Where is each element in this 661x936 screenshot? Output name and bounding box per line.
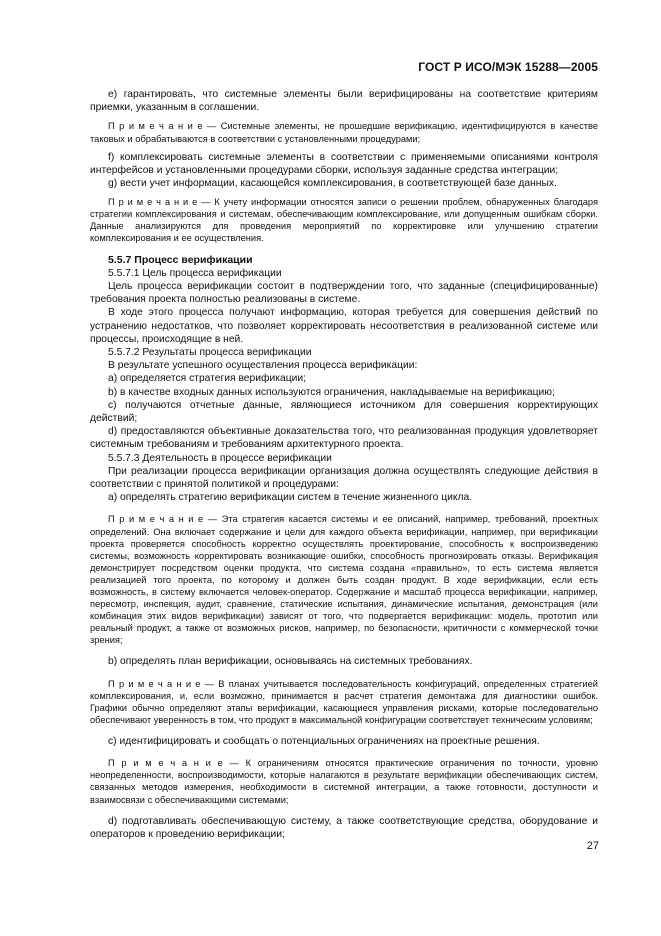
note-5: П р и м е ч а н и е — К ограничениям относятся практические ограничения по точности, уровню неопределенности, воспроизводимости, которые налагаются в результате верификации обеспечивающих систем, связанных методов измерения, необходимости в системной интеграции, а также готовности, доступности и взаимосвязи с обеспечивающими системами;: [90, 758, 598, 805]
paragraph-f: f) комплексировать системные элементы в соответствии с применяемыми описаниями контроля интерфейсов и установленными процедурами сборки, используя заданные средства интеграции;: [90, 151, 598, 176]
activity-d: d) подготавливать обеспечивающую систему, а также соответствующие средства, оборудование и операторов к проведению верификации;: [90, 815, 598, 840]
subsection-title-purpose: 5.5.7.1 Цель процесса верификации: [108, 267, 282, 279]
note-1: П р и м е ч а н и е — Системные элементы, не прошедшие верификацию, идентифицируются в качестве таковых и обрабатываются в соответствии с установленными процедурами;: [90, 121, 598, 144]
activity-b: b) определять план верификации, основываясь на системных требованиях.: [108, 656, 473, 668]
subsection-title-activities: 5.5.7.3 Деятельность в процессе верификации: [108, 452, 332, 464]
page-number: 27: [586, 840, 599, 852]
section-heading: 5.5.7 Процесс верификации: [108, 253, 253, 266]
paragraph-g: g) вести учет информации, касающейся комплексирования, в соответствующей базе данных.: [108, 178, 557, 189]
paragraph-results-intro: В результате успешного осуществления процесса верификации:: [108, 360, 418, 372]
page-content: [90, 88, 598, 841]
list-item-b: b) в качестве входных данных используются ограничения, накладываемые на верификацию;: [108, 386, 555, 398]
document-header: ГОСТ Р ИСО/МЭК 15288—2005: [418, 60, 598, 74]
note-3: П р и м е ч а н и е — Эта стратегия касается системы и ее описаний, например, требований, проектных определений. Она включает содержание и цели для каждого объекта верификации, например, при верификации проекта проверяется способность корректно осуществлять проектирование, способность к воспроизведению системы, возможность корректировать возникающие ошибки, способность прогнозировать отказы. Верификация демонстрирует посредством оценки продукта, что система создана «правильно», то есть система является реализацией того проекта, по которому и должен быть создан продукт. В ходе верификации, если есть возможность, в систему включается человек-оператор. Содержание и масштаб процесса верификации, например, пересмотр, инспекция, аудит, сравнение, статические испытания, динамические испытания, демонстрация (или комбинация этих видов верификации) зависят от того, что подвергается верификации: модель, прототип или реальный продукт, а также от возможных рисков, например, по безопасности, критичности с коммерческой точки зрения;: [90, 514, 598, 646]
activity-c: с) идентифицировать и сообщать о потенциальных ограничениях на проектные решения.: [108, 736, 540, 748]
note-2: П р и м е ч а н и е — К учету информации относятся записи о решении проблем, обнаруженных благодаря стратегии комплексирования и системам, обеспечивающим комплексирование, или допущенным ошибкам сборки. Данные анализируются для проведения мероприятий по корректировке или улучшению стратегии комплексирования и ее осуществления.: [90, 197, 598, 244]
paragraph-info: В ходе этого процесса получают информацию, которая требуется для совершения действий по устранению недостатков, что позволяет корректировать несоответствия в реализованной системе или процессы, происходящие в ней.: [90, 307, 598, 345]
paragraph-purpose: Цель процесса верификации состоит в подтверждении того, что заданные (специфицированные) требования проекта полностью реализованы в системе.: [90, 280, 598, 306]
list-item-c: с) получаются отчетные данные, являющиеся источником для совершения корректирующих действий;: [90, 399, 598, 425]
list-item-a: а) определяется стратегия верификации;: [108, 373, 306, 385]
paragraph-activities-intro: При реализации процесса верификации организация должна осуществлять следующие действия в соответствии с принятой политикой и процедурами:: [90, 465, 598, 491]
activity-a: а) определять стратегию верификации систем в течение жизненного цикла.: [108, 492, 473, 504]
note-4: П р и м е ч а н и е — В планах учитывается последовательность конфигураций, определенных стратегией комплексирования, и, если возможно, принимается в расчет стратегия демонтажа для диагностики ошибок. Графики обычно определяют этапы верификации, касающиеся управления рисками, которые последовательно обеспечивают уверенность в том, что продукт в максимальной конфигурации соответствует техническим условиям;: [90, 678, 598, 725]
subsection-title-results: 5.5.7.2 Результаты процесса верификации: [108, 347, 312, 358]
list-item-d: d) предоставляются объективные доказательства того, что реализованная продукция удовлетворяет системным требованиям и требованиям архитектурного проекта.: [90, 426, 598, 451]
paragraph-e: е) гарантировать, что системные элементы были верифицированы на соответствие критериям приемки, указанным в соглашении.: [90, 89, 598, 114]
